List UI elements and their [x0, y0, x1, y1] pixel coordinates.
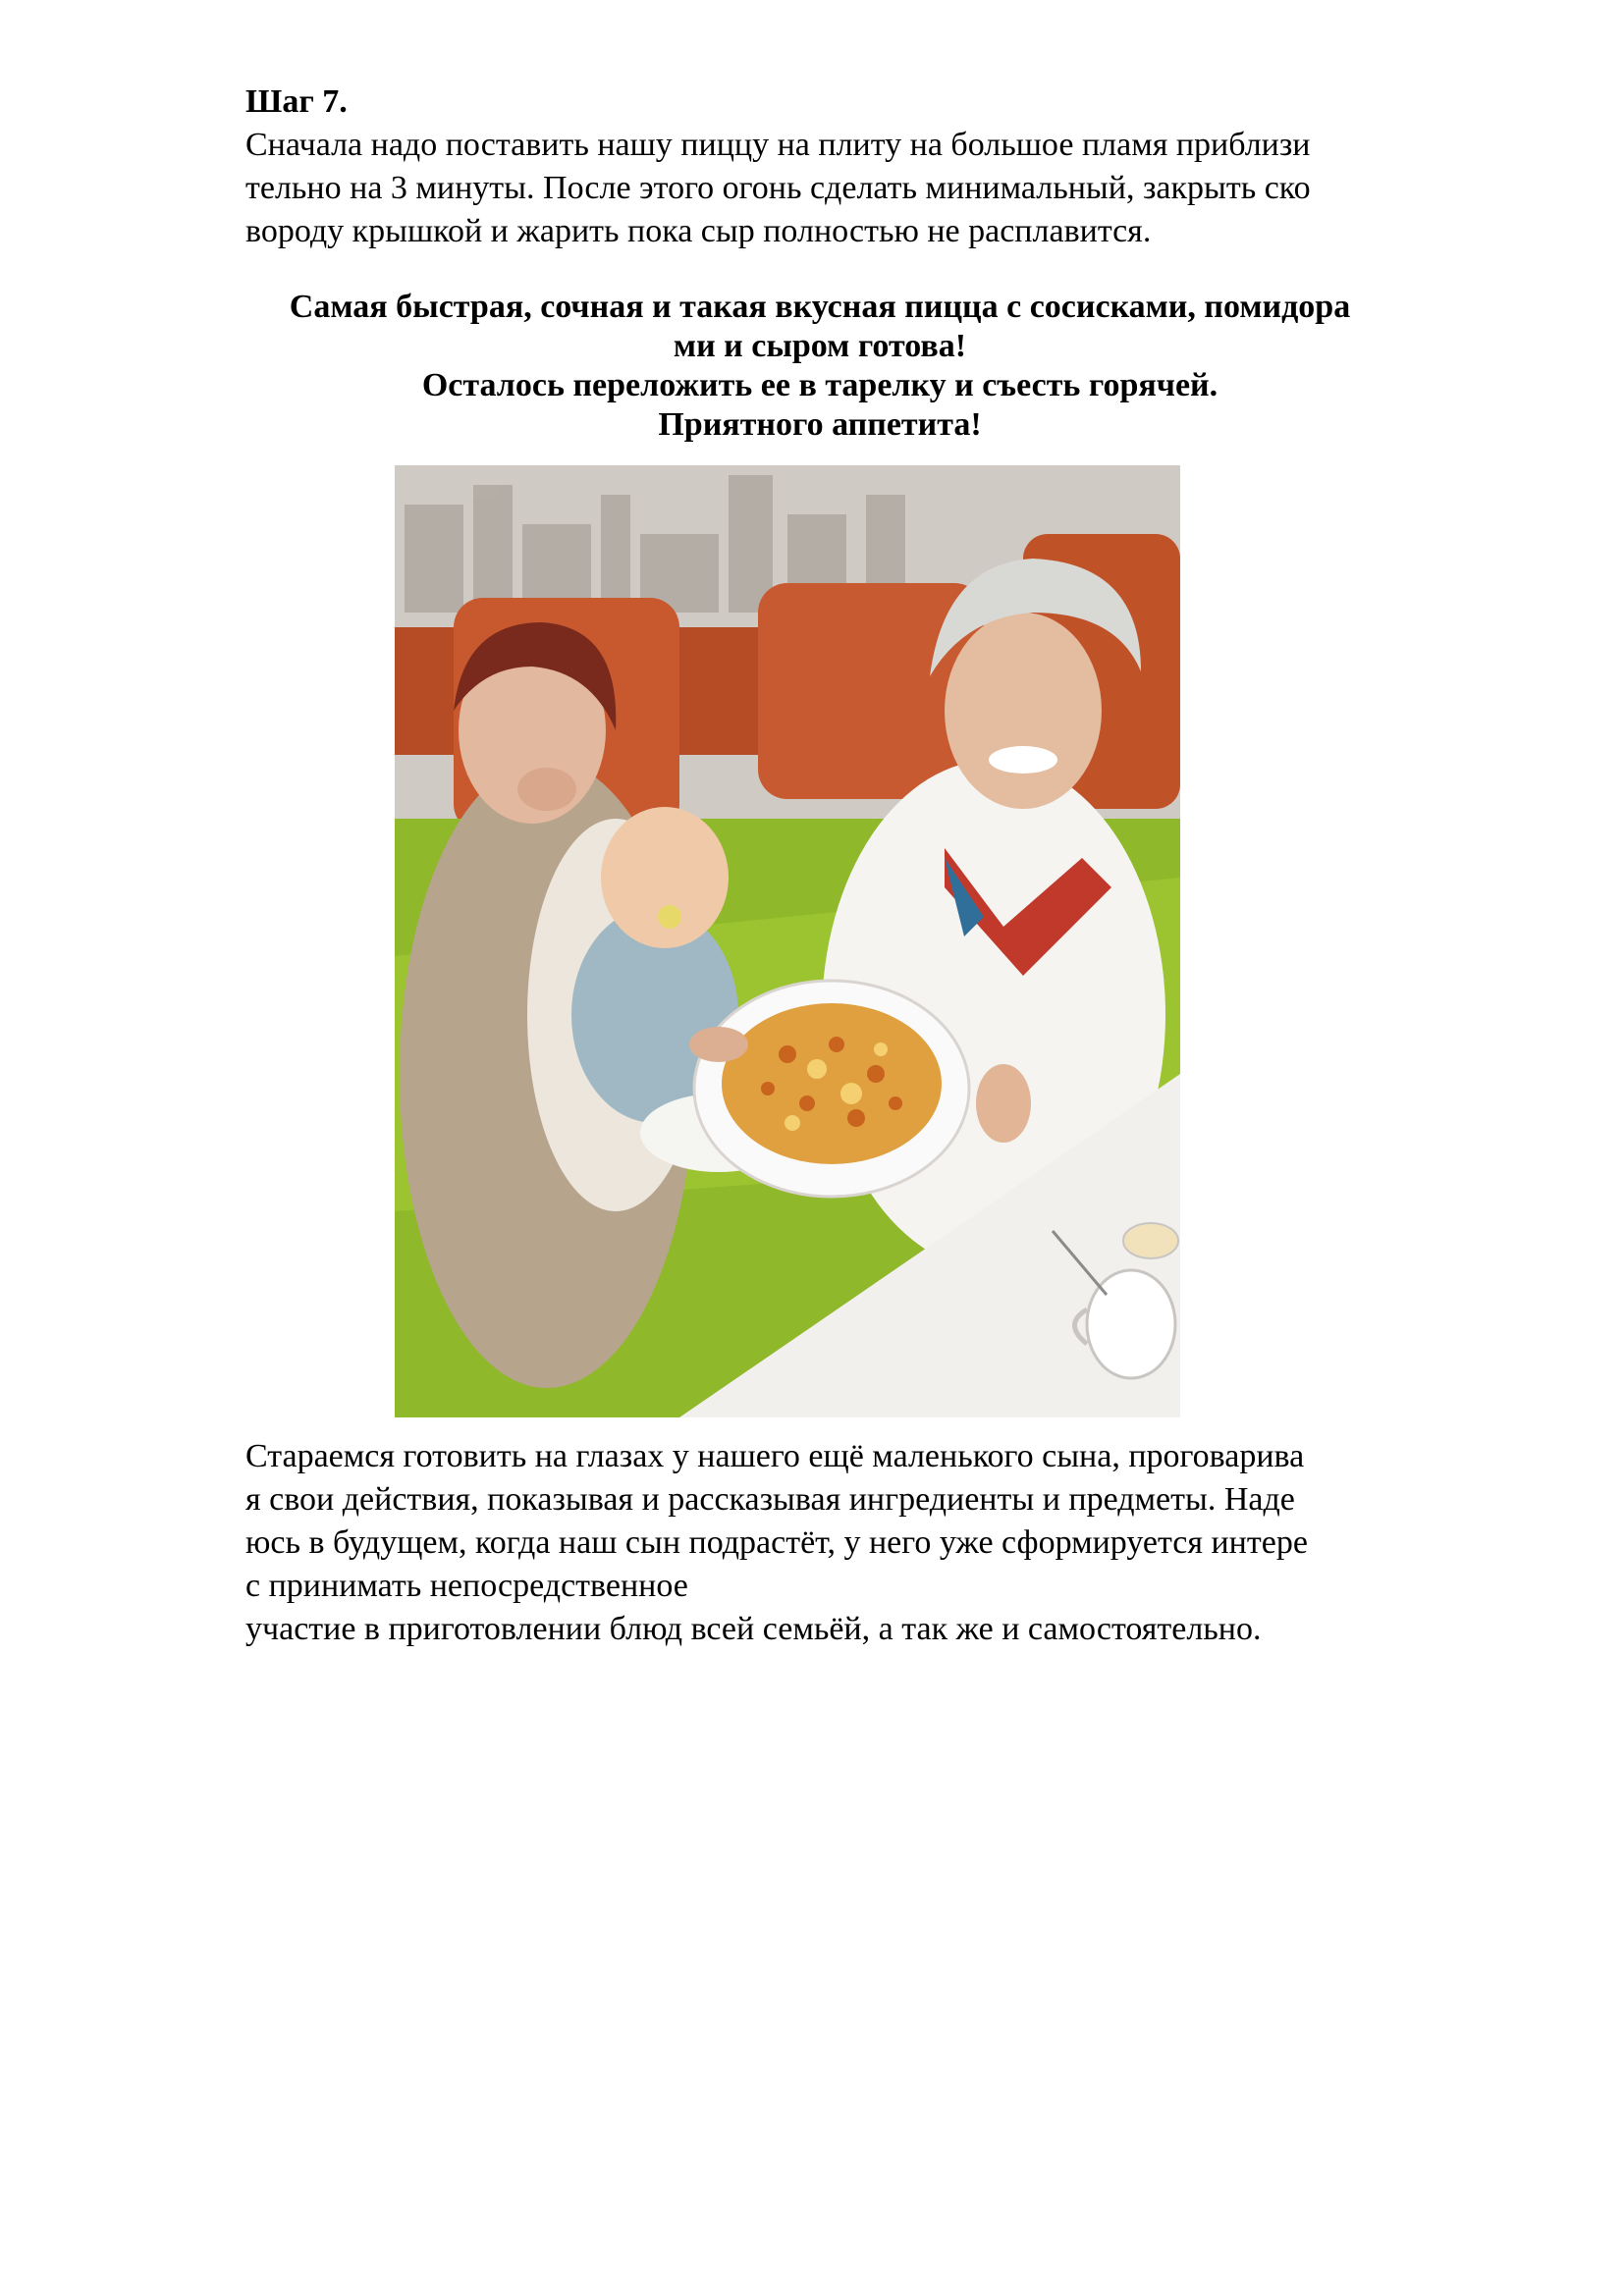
- hand-holding-plate-left: [689, 1027, 748, 1062]
- step-line: тельно на 3 минуты. После этого огонь сделать минимальный, закрыть ско: [245, 170, 1311, 206]
- caption-line: Стараемся готовить на глазах у нашего ещё маленького сына, проговарива: [245, 1438, 1305, 1474]
- caption-line: участие в приготовлении блюд всей семьёй, а так же и самостоятельно.: [245, 1611, 1262, 1647]
- announcement-line: Осталось переложить ее в тарелку и съесть горячей.: [421, 367, 1218, 403]
- step-heading: [245, 80, 1394, 124]
- announcement-line: ми и сыром готова!: [673, 328, 967, 364]
- announcement-line: Приятного аппетита!: [658, 406, 982, 443]
- photo-illustration: [395, 465, 1180, 1417]
- announcement-block: [245, 288, 1394, 445]
- hand-holding-plate-right: [976, 1064, 1031, 1143]
- nut-bowl: [1123, 1223, 1178, 1258]
- pizza: [722, 1003, 942, 1164]
- caption-paragraph: [245, 1435, 1394, 1651]
- step-line: Сначала надо поставить нашу пиццу на плиту на большое пламя приблизи: [245, 127, 1311, 163]
- announcement-line: Самая быстрая, сочная и такая вкусная пицца с сосисками, помидора: [289, 289, 1351, 325]
- step-line: вороду крышкой и жарить пока сыр полностью не расплавится.: [245, 213, 1152, 249]
- caption-line: юсь в будущем, когда наш сын подрастёт, у него уже сформируется интере: [245, 1524, 1308, 1561]
- step-paragraph: [245, 124, 1394, 253]
- woman-right-smile: [989, 746, 1057, 774]
- baby-pacifier: [658, 905, 681, 929]
- caption-line: с принимать непосредственное: [245, 1568, 688, 1604]
- woman-left-hand: [517, 768, 576, 811]
- woman-right-face: [945, 613, 1102, 809]
- family-pizza-photo: [395, 465, 1180, 1417]
- step-heading-text: Шаг 7.: [245, 83, 348, 120]
- caption-line: я свои действия, показывая и рассказывая ингредиенты и предметы. Наде: [245, 1481, 1295, 1518]
